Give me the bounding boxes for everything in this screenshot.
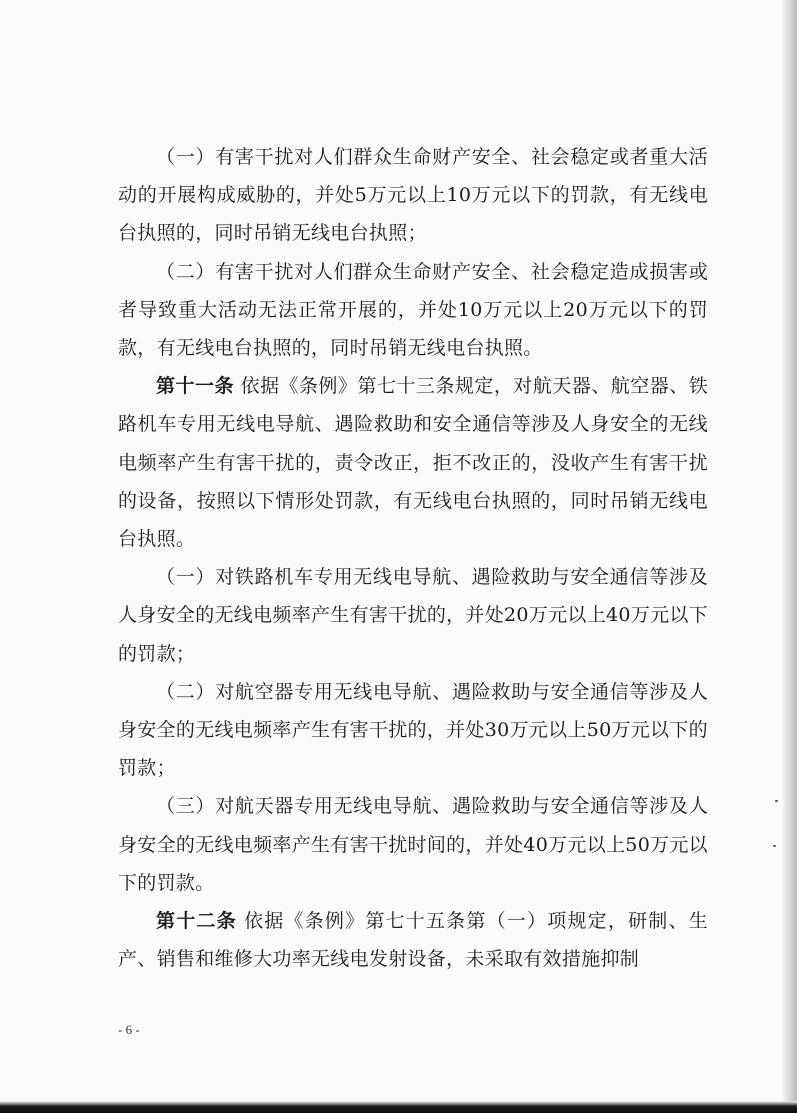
paragraph-1 — [118, 138, 708, 253]
page-number: - 6 - — [118, 1022, 140, 1037]
paragraph-2 — [118, 253, 708, 368]
paragraph-text: 依据《条例》第七十五条第（一）项规定，研制、生产、销售和维修大功率无线电发射设备，未采取有效措施抑制 — [118, 910, 708, 971]
article-label: 第十二条 — [156, 910, 237, 933]
paragraph-3 — [118, 367, 708, 558]
paragraph-5 — [118, 673, 708, 788]
paragraph-text: （一）对铁路机车专用无线电导航、遇险救助与安全通信等涉及人身安全的无线电频率产生有害干扰的，并处20万元以上40万元以下的罚款； — [118, 566, 708, 665]
document-body — [118, 138, 708, 978]
scan-speck — [773, 845, 776, 847]
paragraph-4 — [118, 558, 708, 673]
scan-speck — [775, 800, 778, 802]
scan-edge-bottom — [0, 1101, 797, 1113]
paragraph-6 — [118, 787, 708, 902]
paragraph-text: （二）有害干扰对人们群众生命财产安全、社会稳定造成损害或者导致重大活动无法正常开展的，并处10万元以上20万元以下的罚款，有无线电台执照的，同时吊销无线电台执照。 — [118, 260, 708, 360]
paragraph-7 — [118, 902, 708, 978]
scan-edge-right — [783, 0, 797, 1113]
paragraph-text: （三）对航天器专用无线电导航、遇险救助与安全通信等涉及人身安全的无线电频率产生有害干扰时间的，并处40万元以上50万元以下的罚款。 — [118, 795, 708, 894]
paragraph-text: （二）对航空器专用无线电导航、遇险救助与安全通信等涉及人身安全的无线电频率产生有害干扰的，并处30万元以上50万元以下的罚款； — [118, 680, 708, 780]
paragraph-text: 依据《条例》第七十三条规定，对航天器、航空器、铁路机车专用无线电导航、遇险救助和安全通信等涉及人身安全的无线电频率产生有害干扰的，责令改正，拒不改正的，没收产生有害干扰的设备，按照以下情形处罚款，有无线电台执照的，同时吊销无线电台执照。 — [118, 375, 708, 551]
paragraph-text: （一）有害干扰对人们群众生命财产安全、社会稳定或者重大活动的开展构成威胁的，并处5万元以上10万元以下的罚款，有无线电台执照的，同时吊销无线电台执照； — [118, 146, 708, 245]
article-label: 第十一条 — [156, 375, 234, 398]
